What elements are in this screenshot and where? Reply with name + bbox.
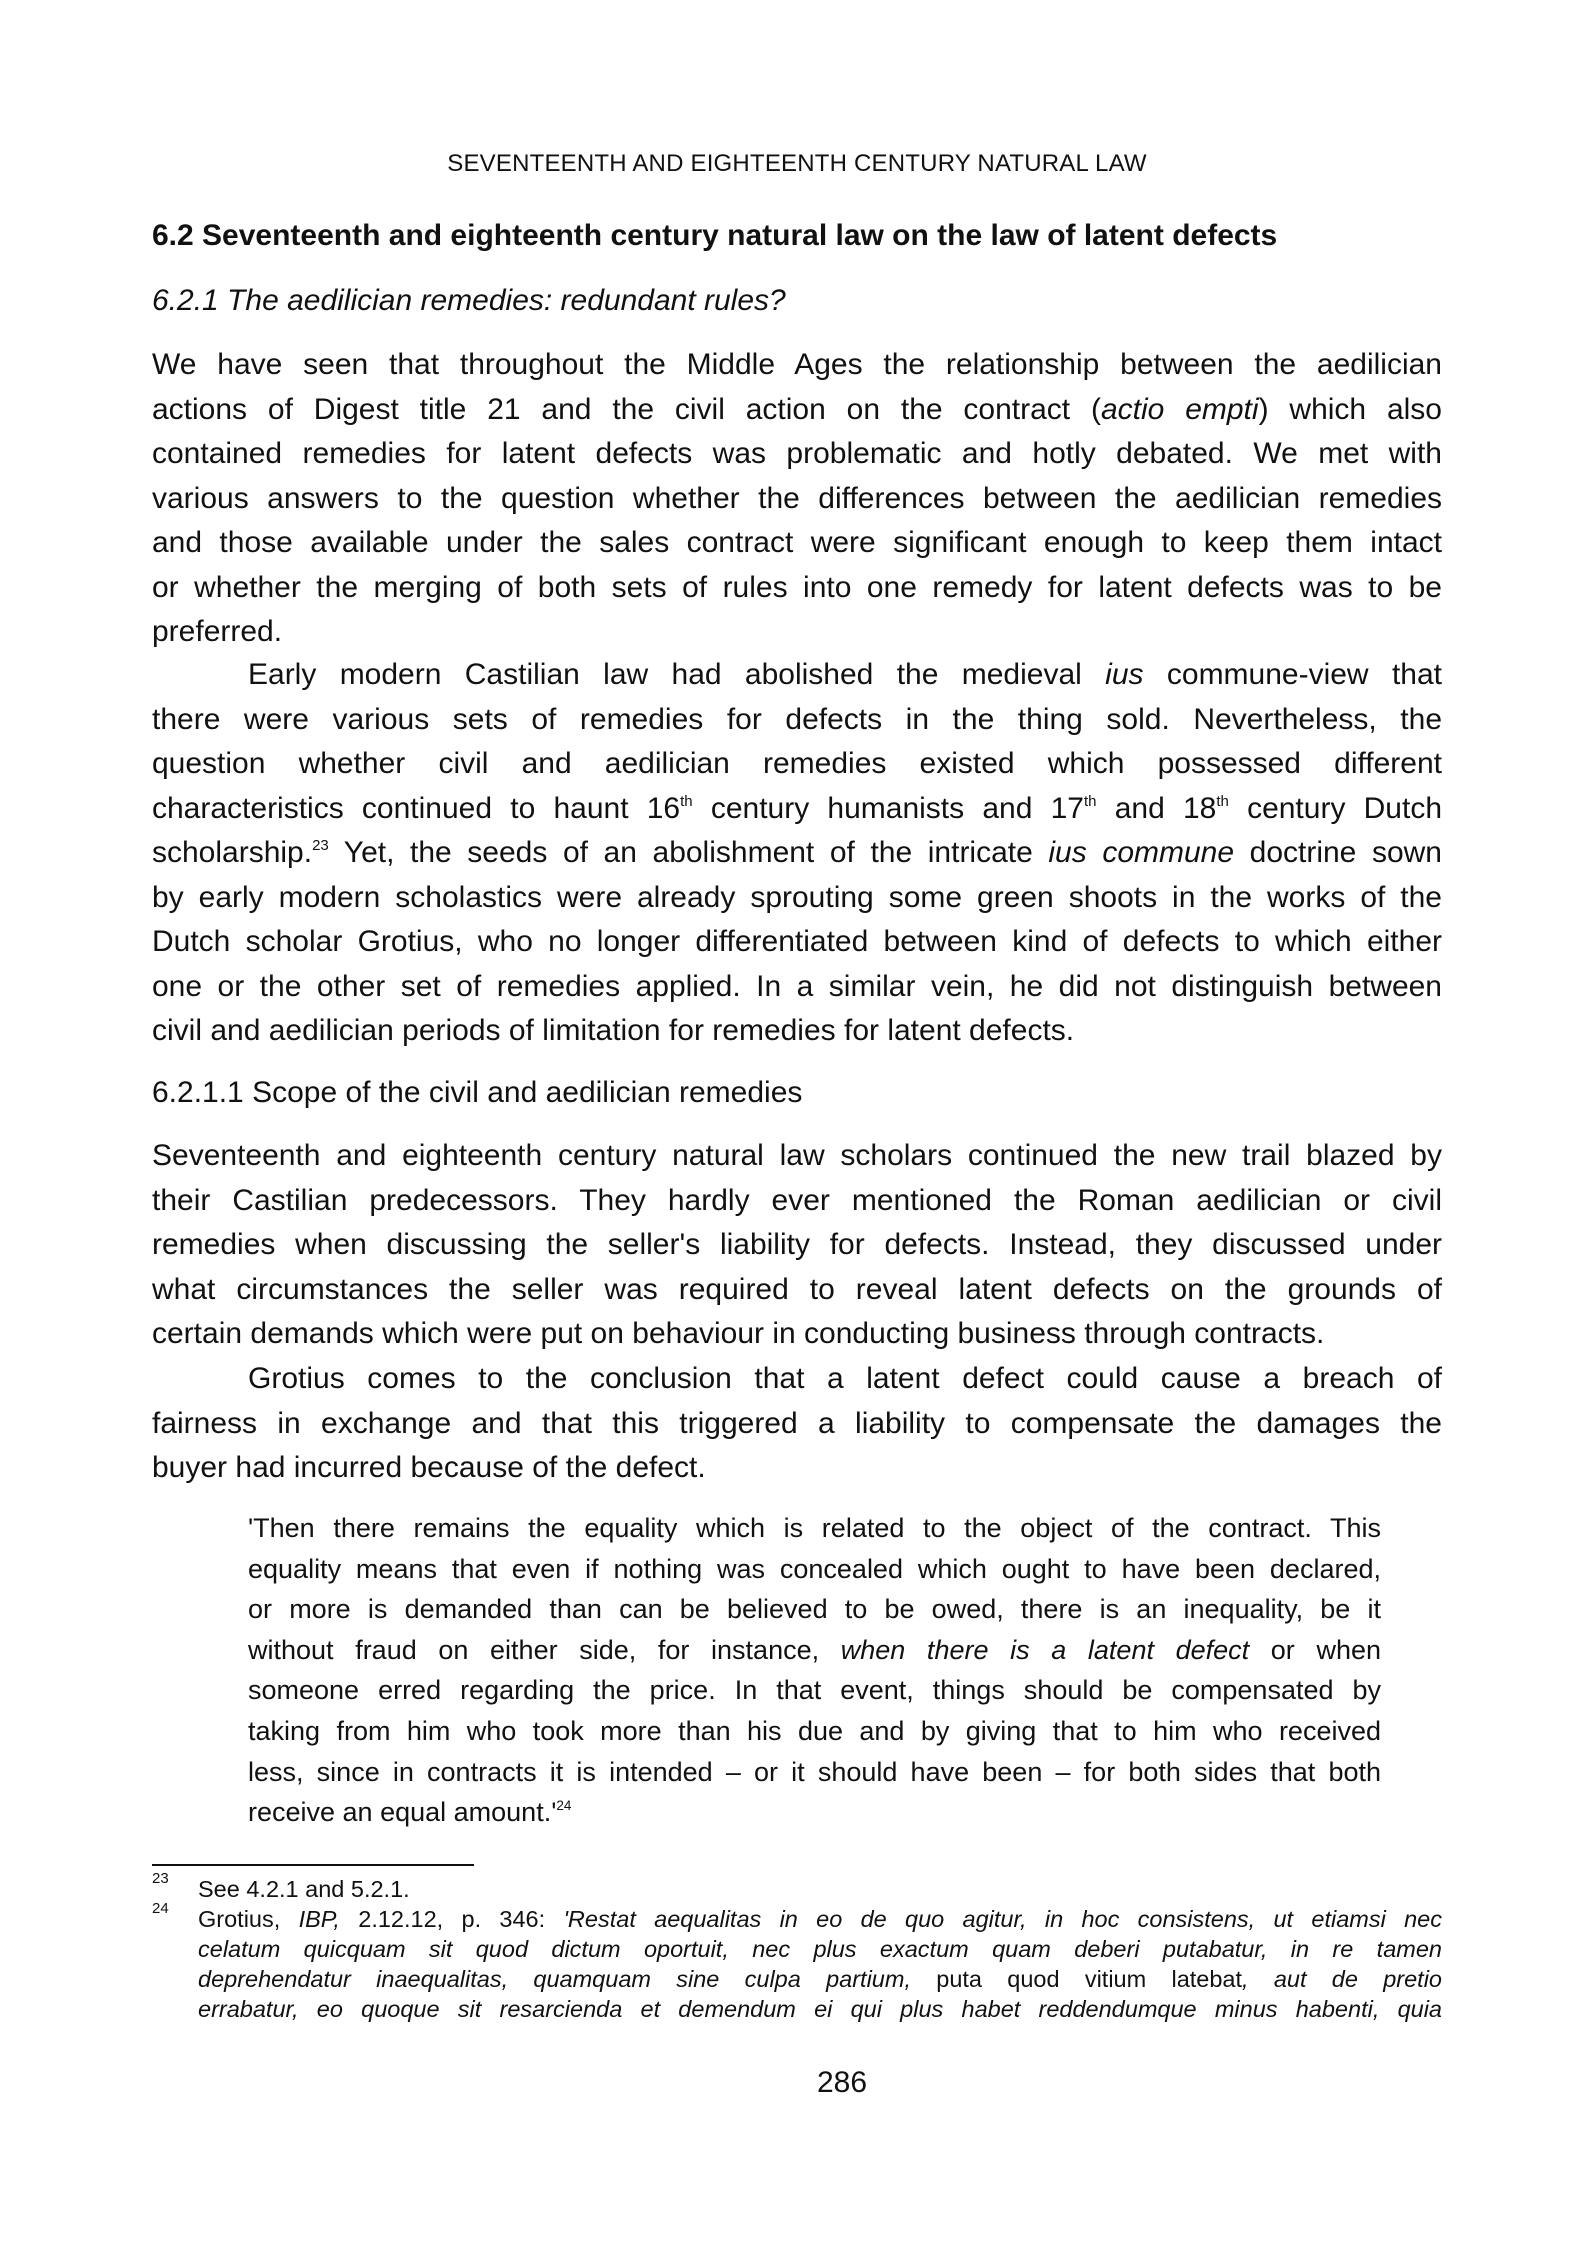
text-line [152, 787, 1442, 832]
text-line [152, 920, 1442, 965]
footnote-number: 24 [152, 1900, 169, 1917]
text-run: or when [1249, 1634, 1381, 1665]
text-line [152, 1223, 1442, 1268]
italic-run: ius commune [1048, 836, 1235, 869]
text-line [152, 1446, 1442, 1491]
italic-run: deprehendatur inaequalitas, quamquam sine culpa partium, [198, 1966, 911, 1992]
footnote-24 [152, 1900, 1443, 2024]
text-line [198, 1994, 1442, 2024]
paragraph [152, 653, 1442, 1054]
footnote-23 [152, 1870, 1442, 1904]
text-run: or whether the merging of both sets of rules into one remedy for latent defects was to be [152, 570, 1442, 604]
text-run: preferred. [152, 615, 283, 648]
text-line [152, 1268, 1442, 1313]
text-run: 'Then there remains the equality which is related to the object of the contract. This [248, 1513, 1381, 1543]
text-line [152, 610, 1442, 655]
italic-run: 'Restat aequalitas in eo de quo agitur, in hoc consistens, ut etiamsi nec [563, 1906, 1442, 1932]
text-run: remedies when discussing the seller's liability for defects. Instead, they discussed under [152, 1228, 1442, 1261]
text-line [152, 1402, 1442, 1447]
subsection-heading: 6.2.1 The aedilician remedies: redundant rules? [152, 284, 786, 317]
text-line [152, 698, 1442, 743]
text-run: what circumstances the seller was required to reveal latent defects on the grounds of [152, 1272, 1442, 1306]
text-run: Early modern Castilian law had abolished the medieval [248, 658, 1106, 691]
text-line [248, 1711, 1381, 1752]
superscript: th [680, 792, 693, 810]
text-line [152, 1357, 1442, 1402]
text-run: actions of Digest title 21 and the civil action on the contract ( [152, 392, 1101, 426]
text-run: Grotius comes to the conclusion that a latent defect could cause a breach of [248, 1362, 1442, 1395]
block-quote [248, 1508, 1381, 1833]
text-run: scholarship. [152, 836, 313, 869]
superscript: 23 [312, 837, 329, 854]
text-line [152, 432, 1442, 477]
footnotes [152, 1870, 1443, 2024]
text-line [248, 1508, 1381, 1549]
text-run: buyer had incurred because of the defect. [152, 1451, 706, 1484]
text-line [152, 566, 1442, 611]
text-run: century Dutch [1228, 791, 1443, 825]
text-run: taking from him who took more than his due and by giving that to him who received [248, 1715, 1381, 1746]
text-run: We have seen that throughout the Middle Ages the relationship between the aedilician [152, 348, 1442, 381]
paragraph [152, 1134, 1442, 1357]
text-line [248, 1752, 1381, 1793]
superscript: th [1083, 792, 1097, 810]
text-run: doctrine sown [1234, 836, 1442, 869]
section-heading: 6.2 Seventeenth and eighteenth century natural law on the law of latent defects [152, 219, 1278, 252]
text-line [248, 1670, 1381, 1711]
text-run: characteristics continued to haunt 16 [152, 791, 681, 825]
text-run: See 4.2.1 and 5.2.1. [198, 1876, 410, 1902]
text-run: their Castilian predecessors. They hardly ever mentioned the Roman aedilician or civil [152, 1183, 1442, 1217]
text-line [152, 965, 1442, 1010]
text-line [152, 1312, 1442, 1357]
text-run: and 18 [1096, 791, 1217, 825]
text-run: one or the other set of remedies applied. In a similar vein, he did not distinguish between [152, 969, 1442, 1003]
italic-run: ius [1105, 658, 1144, 691]
paragraph [152, 343, 1442, 655]
text-line [198, 1874, 1442, 1904]
text-line [248, 1630, 1381, 1671]
text-run: century humanists and 17 [692, 791, 1084, 825]
superscript: th [1216, 792, 1229, 810]
italic-run: when there is a latent defect [840, 1634, 1250, 1665]
text-line [198, 1934, 1442, 1964]
text-line [152, 343, 1442, 388]
text-line [248, 1549, 1381, 1590]
text-run: someone erred regarding the price. In that event, things should be compensated by [248, 1675, 1381, 1706]
text-line [152, 521, 1442, 566]
text-run: equality means that even if nothing was concealed which ought to have been declared, [248, 1553, 1381, 1584]
paragraph [152, 1357, 1442, 1491]
text-run: Yet, the seeds of an abolishment of the intricate [328, 836, 1049, 869]
text-run: civil and aedilician periods of limitation for remedies for latent defects. [152, 1014, 1075, 1047]
italic-run: IBP, [298, 1906, 340, 1932]
text-run: ) which also [1258, 392, 1442, 426]
text-run: commune-view that [1143, 658, 1442, 691]
text-run: contained remedies for latent defects was problematic and hotly debated. We met with [152, 437, 1442, 470]
text-line [152, 831, 1442, 876]
text-run: without fraud on either side, for instance, [248, 1634, 841, 1665]
text-line [248, 1589, 1381, 1630]
text-run: fairness in exchange and that this triggered a liability to compensate the damages the [152, 1406, 1442, 1440]
text-run: by early modern scholastics were already sprouting some green shoots in the works of the [152, 880, 1442, 914]
footnote-separator [152, 1864, 474, 1866]
text-line [152, 876, 1442, 921]
text-line [198, 1964, 1442, 1994]
text-run: receive an equal amount.' [248, 1797, 557, 1828]
italic-run: celatum quicquam sit quod dictum oportuit, nec plus exactum quam deberi putabatur, in re tamen [198, 1936, 1442, 1962]
footnote-number: 23 [152, 1870, 169, 1887]
text-run: various answers to the question whether the differences between the aedilician remedies [152, 481, 1442, 515]
text-run: question whether civil and aedilician remedies existed which possessed different [152, 747, 1442, 780]
text-run: certain demands which were put on behaviour in conducting business through contracts. [152, 1317, 1325, 1350]
text-line [152, 742, 1442, 787]
page-number: 286 [816, 2066, 868, 2099]
text-run: less, since in contracts it is intended – or it should have been – for both sides that both [248, 1756, 1381, 1787]
text-line [152, 1009, 1442, 1054]
text-line [248, 1792, 1381, 1833]
text-run: there were various sets of remedies for defects in the thing sold. Nevertheless, the [152, 702, 1442, 736]
text-run: 2.12.12, p. 346: [339, 1906, 564, 1932]
text-line [152, 477, 1442, 522]
text-line [152, 1179, 1442, 1224]
text-line [198, 1904, 1442, 1934]
text-run: Grotius, [198, 1906, 299, 1932]
text-run: puta quod vitium latebat [910, 1966, 1243, 1992]
text-run: and those available under the sales contract were significant enough to keep them intact [152, 526, 1442, 559]
superscript: 24 [556, 1798, 572, 1814]
text-run: Dutch scholar Grotius, who no longer differentiated between kind of defects to which either [152, 925, 1442, 958]
italic-run: errabatur, eo quoque sit resarcienda et demendum ei qui plus habet reddendumque minus habenti, quia [198, 1996, 1442, 2022]
text-run: or more is demanded than can be believed to be owed, there is an inequality, be it [248, 1594, 1381, 1625]
subsubsection-heading: 6.2.1.1 Scope of the civil and aedilician remedies [152, 1076, 803, 1109]
text-line [152, 1134, 1442, 1179]
text-line [152, 653, 1442, 698]
italic-run: , aut de pretio [1242, 1966, 1443, 1992]
text-run: Seventeenth and eighteenth century natural law scholars continued the new trail blazed by [152, 1139, 1442, 1172]
running-head: SEVENTEENTH AND EIGHTEENTH CENTURY NATURAL LAW [447, 150, 1147, 177]
italic-run: actio empti [1100, 392, 1259, 426]
text-line [152, 388, 1442, 433]
